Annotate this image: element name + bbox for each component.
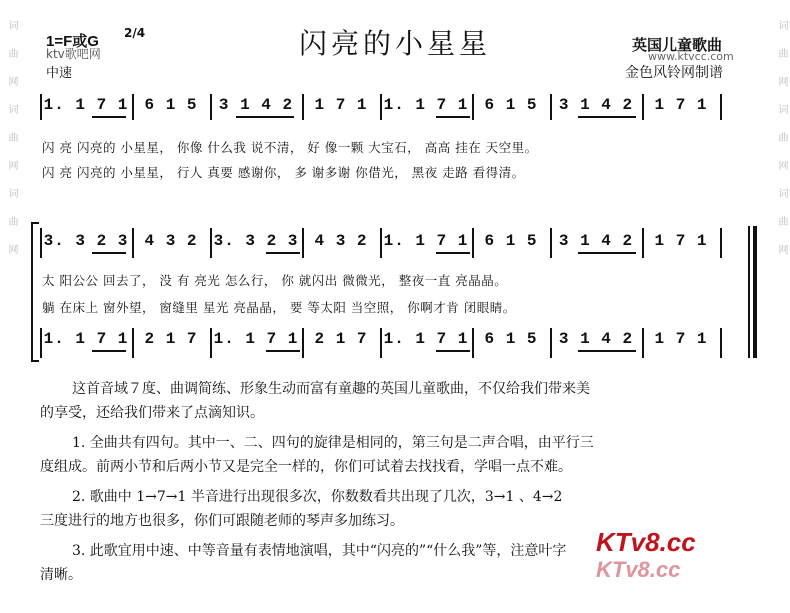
side-watermark-left: 词曲网词曲网词曲网	[6, 20, 17, 272]
measure: 1. 1 7 1	[213, 330, 299, 348]
notation-row-2-top	[40, 232, 740, 250]
song-origin: 英国儿童歌曲	[632, 36, 723, 54]
barline	[210, 94, 212, 120]
measure: 3. 3 2 3	[213, 232, 299, 250]
beam	[236, 116, 294, 118]
system-brace	[31, 222, 39, 362]
measure: 3 1 4 2	[558, 96, 634, 114]
lyric-line-2a: 太 阳公公 回去了， 没 有 亮光 怎么行， 你 就闪出 微微光， 整夜一直 亮晶晶。	[42, 273, 508, 288]
lyric-line-1a: 闪 亮 闪亮的 小星星， 你像 什么我 说不清， 好 像一颗 大宝石， 高高 挂在 天空里。	[42, 140, 538, 155]
barline	[380, 94, 382, 120]
tempo-marking: 中速	[46, 66, 73, 81]
barline	[472, 228, 474, 258]
beam	[436, 350, 470, 352]
lyric-line-1b: 闪 亮 闪亮的 小星星， 行人 真要 感谢你， 多 谢多谢 你借光， 黑夜 走路 看得清。	[42, 165, 525, 180]
barline	[302, 228, 304, 258]
measure: 4 3 2	[144, 232, 198, 250]
barline	[720, 228, 722, 258]
barline	[210, 328, 212, 358]
measure: 1 7 1	[654, 330, 708, 348]
barline	[132, 328, 134, 358]
measure: 4 3 2	[314, 232, 368, 250]
desc-point-3-cont: 清晰。	[40, 567, 82, 583]
measure: 1 7 1	[654, 232, 708, 250]
beam	[436, 116, 470, 118]
time-signature: 2/4	[124, 26, 146, 40]
barline	[642, 328, 644, 358]
desc-point-1: 1. 全曲共有四句。其中一、二、四句的旋律是相同的，第三句是二声合唱，由平行三	[72, 435, 594, 451]
beam	[578, 350, 636, 352]
measure: 6 1 5	[144, 96, 198, 114]
beam	[266, 350, 300, 352]
side-watermark-right: 词曲网词曲网词曲网	[776, 20, 787, 272]
lyric-line-2b: 躺 在床上 窗外望， 窗缝里 星光 亮晶晶， 要 等太阳 当空照， 你啊才肯 闭眼睛。	[42, 300, 516, 315]
barline	[132, 228, 134, 258]
measure: 1. 1 7 1	[43, 330, 129, 348]
barline	[642, 228, 644, 258]
beam	[92, 116, 126, 118]
beam	[266, 252, 300, 254]
barline	[40, 94, 42, 120]
measure: 1. 1 7 1	[383, 96, 469, 114]
final-barline-thick	[753, 226, 757, 358]
song-title: 闪亮的小星星	[298, 27, 491, 60]
barline	[720, 94, 722, 120]
final-barline-thin	[748, 226, 750, 358]
ktv-logo-watermark-shadow: KTv8.cc	[596, 557, 681, 582]
beam	[578, 252, 636, 254]
desc-paragraph-1: 这首音域７度、曲调简练、形象生动而富有童趣的英国儿童歌曲，不仅给我们带来美	[72, 381, 590, 397]
desc-point-2: 2. 歌曲中 1→7→1 半音进行出现很多次，你数数看共出现了几次，3→1 、4→2	[72, 489, 563, 505]
url-watermark: www.ktvcc.com	[648, 50, 734, 63]
beam	[436, 252, 470, 254]
notation-row-2-bottom	[40, 330, 740, 348]
barline	[720, 328, 722, 358]
barline	[40, 328, 42, 358]
measure: 6 1 5	[484, 96, 538, 114]
measure: 3. 3 2 3	[43, 232, 129, 250]
measure: 6 1 5	[484, 232, 538, 250]
notation-row-1	[40, 96, 740, 114]
barline	[380, 328, 382, 358]
measure: 6 1 5	[484, 330, 538, 348]
ktv-logo-watermark: KTv8.cc	[596, 527, 696, 557]
desc-point-3: 3. 此歌宜用中速、中等音量有表情地演唱，其中“闪亮的”“什么我”等，注意叶字	[72, 543, 567, 559]
beam	[92, 350, 126, 352]
measure: 3 1 4 2	[218, 96, 294, 114]
beam	[92, 252, 126, 254]
desc-point-2-cont: 三度进行的地方也很多，你们可跟随老师的琴声多加练习。	[40, 513, 404, 529]
measure: 1. 1 7 1	[383, 330, 469, 348]
barline	[302, 328, 304, 358]
measure: 1 7 1	[314, 96, 368, 114]
desc-point-1-cont: 度组成。前两小节和后两小节又是完全一样的，你们可试着去找找看，学唱一点不难。	[40, 459, 572, 475]
measure: 3 1 4 2	[558, 330, 634, 348]
barline	[472, 328, 474, 358]
beam	[578, 116, 636, 118]
measure: 1. 1 7 1	[383, 232, 469, 250]
barline	[642, 94, 644, 120]
barline	[472, 94, 474, 120]
barline	[550, 228, 552, 258]
barline	[132, 94, 134, 120]
key-signature: 1=F或G	[46, 33, 99, 50]
barline	[380, 228, 382, 258]
measure: 1 7 1	[654, 96, 708, 114]
desc-paragraph-1-cont: 的享受，还给我们带来了点滴知识。	[40, 405, 264, 421]
barline	[550, 94, 552, 120]
measure: 1. 1 7 1	[43, 96, 129, 114]
barline	[40, 228, 42, 258]
score-maker: 金色风铃网制谱	[625, 65, 723, 81]
barline	[550, 328, 552, 358]
measure: 2 1 7	[314, 330, 368, 348]
measure: 3 1 4 2	[558, 232, 634, 250]
site-watermark: ktv歌吧网	[46, 47, 101, 61]
barline	[210, 228, 212, 258]
barline	[302, 94, 304, 120]
measure: 2 1 7	[144, 330, 198, 348]
